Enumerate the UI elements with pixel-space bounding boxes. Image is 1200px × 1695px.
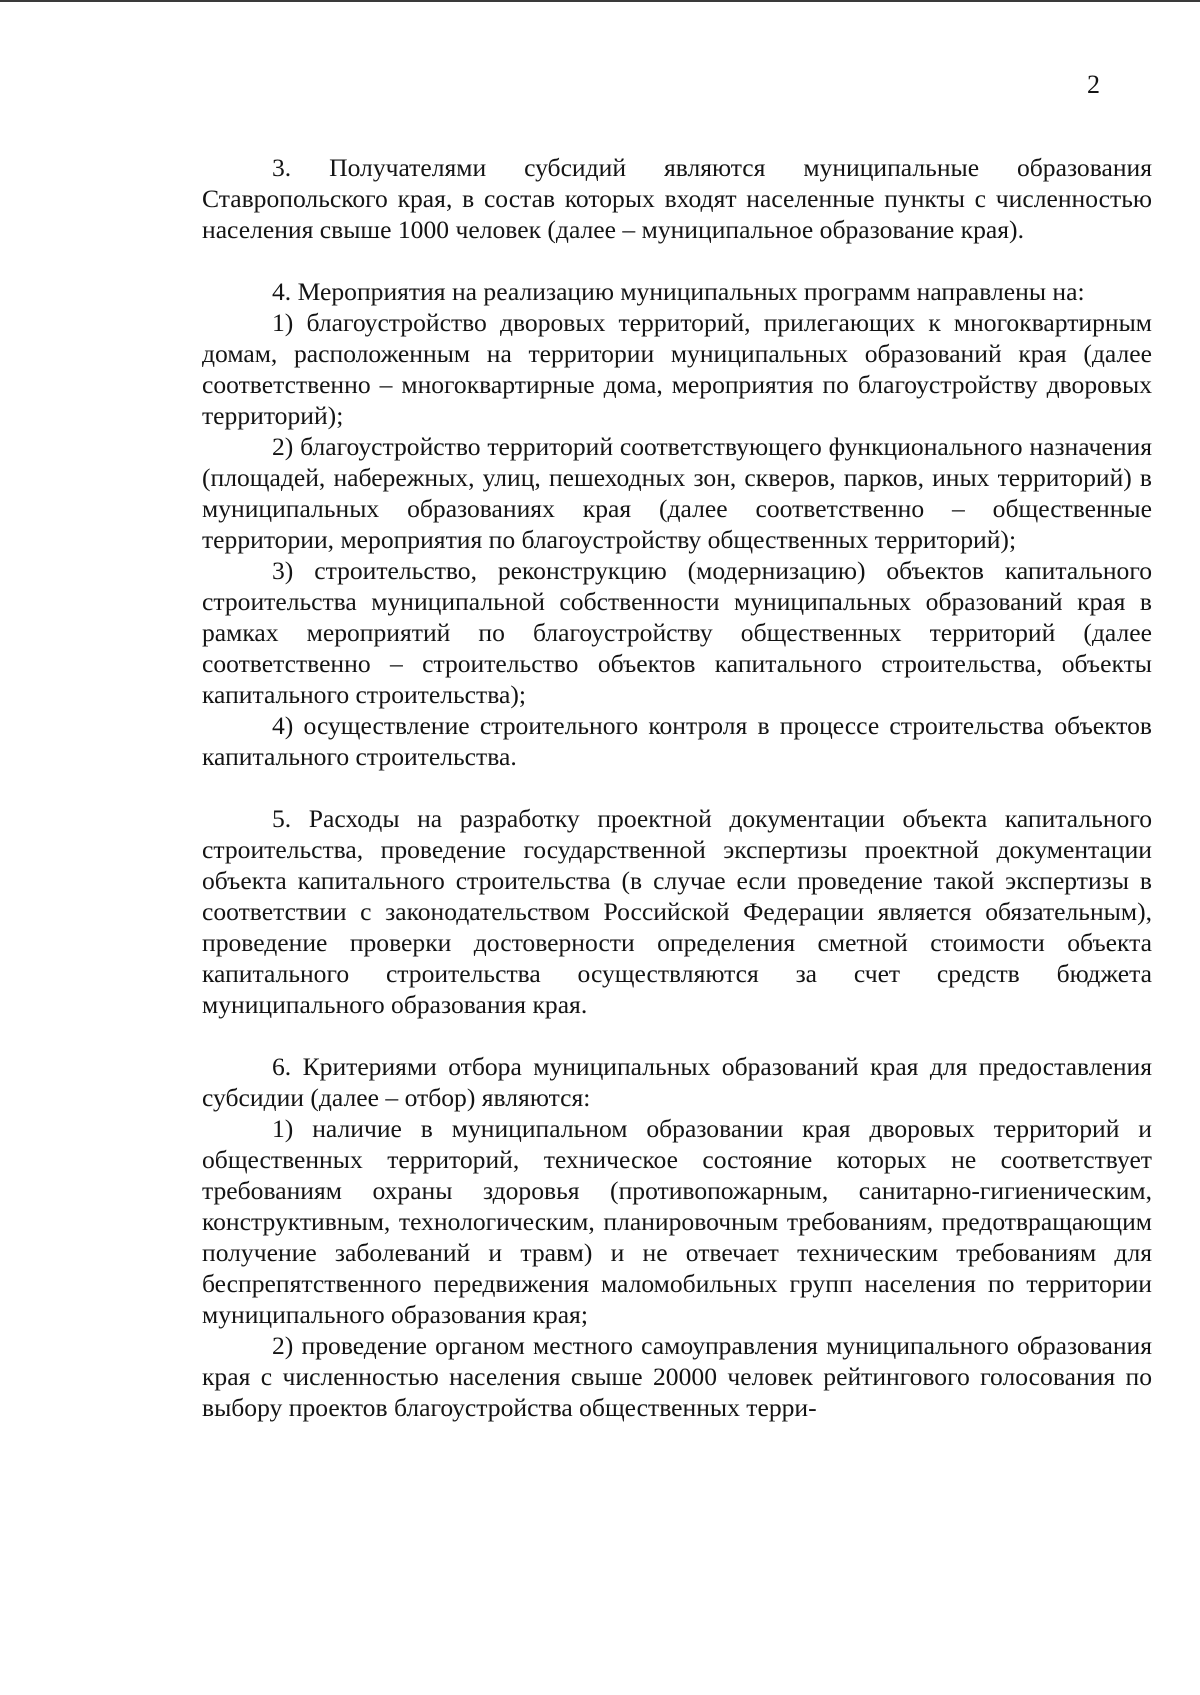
paragraph-3: 3. Получателями субсидий являются муниципальные образования Ставропольского края, в состав которых входят населенные пункты с численностью населения свыше 1000 человек (далее – муниципальное образование края).: [202, 153, 1152, 244]
paragraph-6-item-1: 1) наличие в муниципальном образовании края дворовых территорий и общественных территорий, техническое состояние которых не соответствует требованиям охраны здоровья (противопожарным, санитарно-гигиеническим, конструктивным, технологическим, планировочным требованиям, предотвращающим получение заболеваний и травм) и не отвечает техническим требованиям для беспрепятственного передвижения маломобильных групп населения по территории муниципального образования края;: [202, 1114, 1152, 1329]
top-border-line: [0, 0, 1200, 2]
page-number: 2: [1087, 70, 1100, 99]
paragraph-5: 5. Расходы на разработку проектной документации объекта капитального строительства, проведение государственной экспертизы проектной документации объекта капитального строительства (в случае если проведение такой экспертизы в соответствии с законодательством Российской Федерации является обязательным), проведение проверки достоверности определения сметной стоимости объекта капитального строительства осуществляются за счет средств бюджета муниципального образования края.: [202, 804, 1152, 1019]
paragraph-4-item-3: 3) строительство, реконструкцию (модернизацию) объектов капитального строительства муниципальной собственности муниципальных образований края в рамках мероприятий по благоустройству общественных территорий (далее соответственно – строительство объектов капитального строительства, объекты капитального строительства);: [202, 556, 1152, 709]
paragraph-4: 4. Мероприятия на реализацию муниципальных программ направлены на:: [272, 277, 1085, 306]
paragraph-6: 6. Критериями отбора муниципальных образований края для предоставления субсидии (далее – отбор) являются:: [202, 1052, 1152, 1112]
document-body: [202, 152, 1152, 1423]
paragraph-4-item-4: 4) осуществление строительного контроля в процессе строительства объектов капитального строительства.: [202, 711, 1152, 771]
paragraph-4-item-2: 2) благоустройство территорий соответствующего функционального назначения (площадей, набережных, улиц, пешеходных зон, скверов, парков, иных территорий) в муниципальных образованиях края (далее соответственно – общественные территории, мероприятия по благоустройству общественных территорий);: [202, 432, 1152, 554]
paragraph-6-item-2: 2) проведение органом местного самоуправления муниципального образования края с численностью населения свыше 20000 человек рейтингового голосования по выбору проектов благоустройства общественных терри-: [202, 1331, 1152, 1422]
paragraph-4-item-1: 1) благоустройство дворовых территорий, прилегающих к многоквартирным домам, расположенным на территории муниципальных образований края (далее соответственно – многоквартирные дома, мероприятия по благоустройству дворовых территорий);: [202, 308, 1152, 430]
